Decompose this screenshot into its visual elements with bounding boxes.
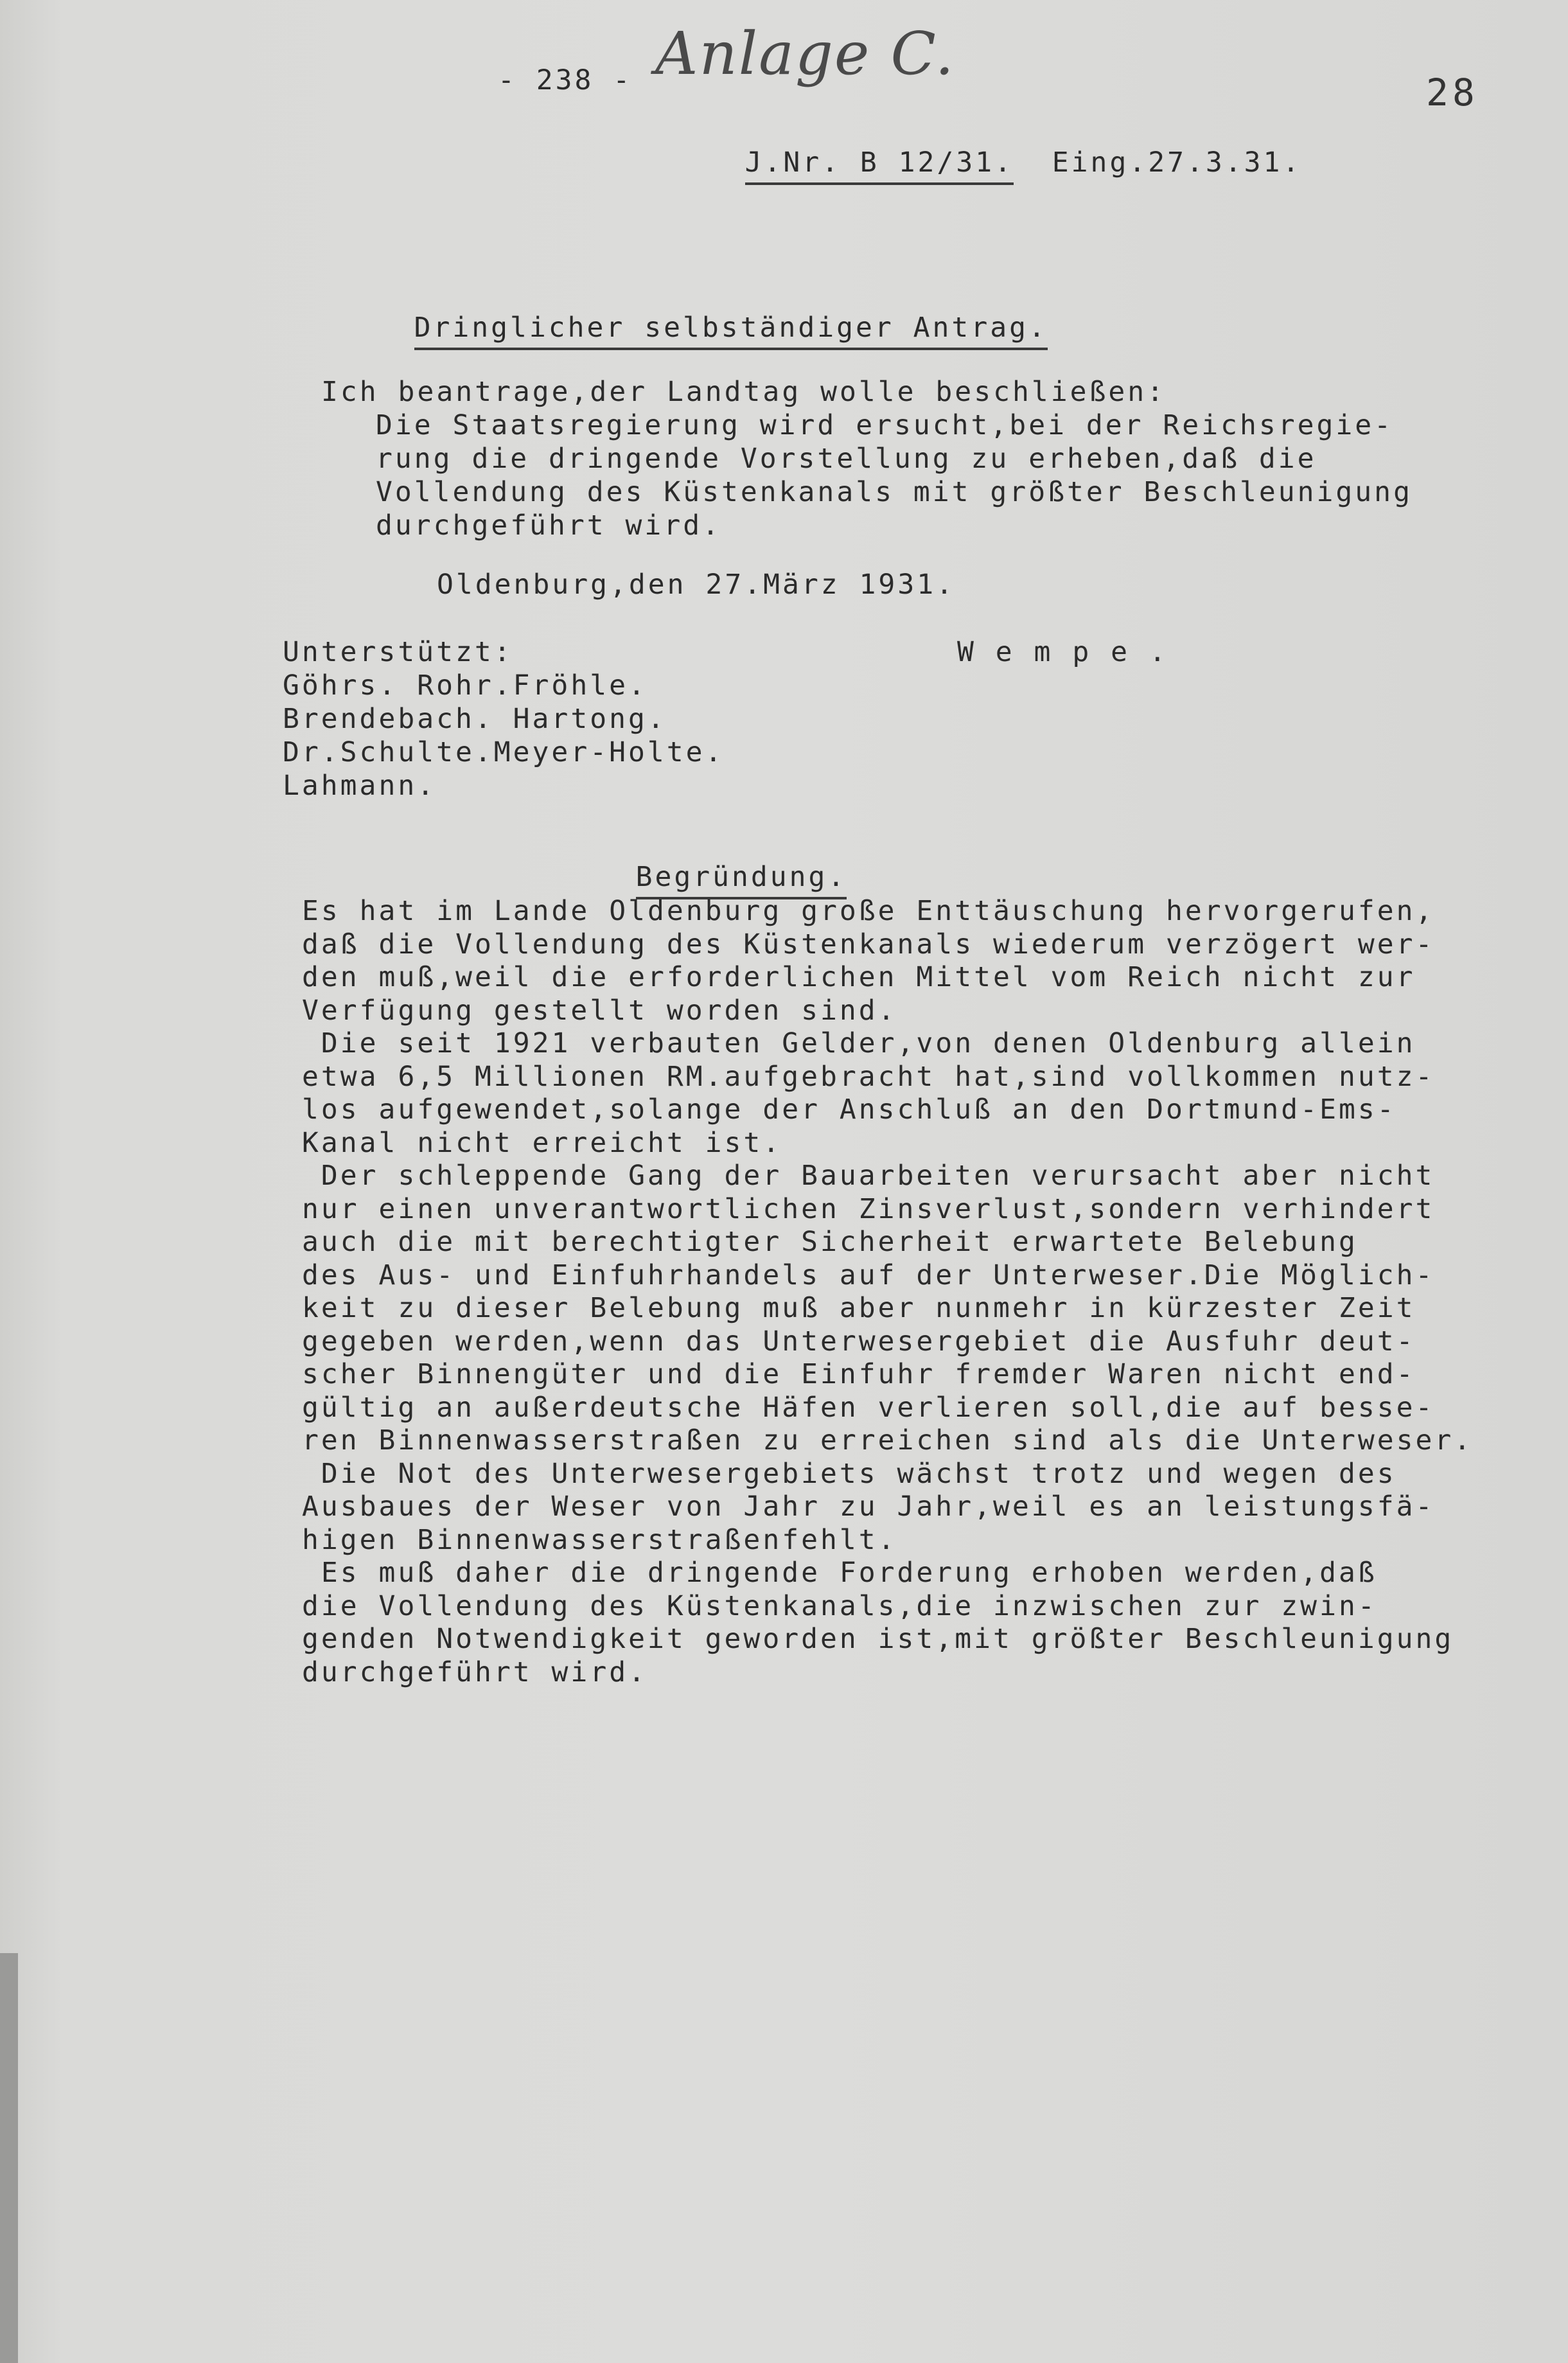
- journal-line: [668, 114, 1301, 211]
- justification-line: auch die mit berechtigter Sicherheit erwartete Belebung: [302, 1226, 1358, 1258]
- justification-line: Die seit 1921 verbauten Gelder,von denen Oldenburg allein: [302, 1027, 1416, 1059]
- motion-line: Die Staatsregierung wird ersucht,bei der Reichsregie-: [376, 409, 1394, 441]
- motion-intro: Ich beantrage,der Landtag wolle beschließen:: [321, 376, 1167, 408]
- justification-line: keit zu dieser Belebung muß aber nunmehr in kürzester Zeit: [302, 1292, 1416, 1324]
- justification-line: Es hat im Lande Oldenburg große Enttäuschung hervorgerufen,: [302, 895, 1435, 927]
- motion-line: rung die dringende Vorstellung zu erheben,daß die: [376, 443, 1317, 475]
- supporter-line: Lahmann.: [283, 770, 437, 802]
- justification-heading: Begründung.: [636, 861, 847, 899]
- supporters-label: Unterstützt:: [283, 636, 513, 668]
- justification-line: den muß,weil die erforderlichen Mittel vom Reich nicht zur: [302, 961, 1416, 993]
- justification-line: ren Binnenwasserstraßen zu erreichen sind als die Unterweser.: [302, 1424, 1474, 1456]
- page-number: 28: [1426, 71, 1479, 114]
- justification-line: Die Not des Unterwesergebiets wächst trotz und wegen des: [302, 1457, 1396, 1490]
- justification-line: nur einen unverantwortlichen Zinsverlust,sondern verhindert: [302, 1192, 1435, 1225]
- justification-line: des Aus- und Einfuhrhandels auf der Unterweser.Die Möglich-: [302, 1259, 1435, 1291]
- page-edge-shadow: [0, 1953, 18, 2363]
- justification-line: los aufgewendet,solange der Anschluß an den Dortmund-Ems-: [302, 1093, 1396, 1126]
- justification-line: scher Binnengüter und die Einfuhr fremder Waren nicht end-: [302, 1358, 1416, 1390]
- journal-number: J.Nr. B 12/31.: [745, 146, 1014, 185]
- supporter-line: Dr.Schulte.Meyer-Holte.: [283, 736, 725, 768]
- handwritten-annex-note: Anlage C.: [655, 19, 955, 88]
- place-date: Oldenburg,den 27.März 1931.: [437, 569, 955, 601]
- received-date: Eing.27.3.31.: [1052, 146, 1302, 179]
- supporter-line: Göhrs. Rohr.Fröhle.: [283, 669, 647, 702]
- motion-line: Vollendung des Küstenkanals mit größter Beschleunigung: [376, 476, 1413, 508]
- justification-line: daß die Vollendung des Küstenkanals wiederum verzögert wer-: [302, 928, 1435, 960]
- motion-line: durchgeführt wird.: [376, 509, 721, 542]
- page-ref: - 238 -: [498, 64, 633, 96]
- justification-line: higen Binnenwasserstraßenfehlt.: [302, 1523, 897, 1556]
- justification-line: durchgeführt wird.: [302, 1656, 647, 1688]
- justification-line: Kanal nicht erreicht ist.: [302, 1126, 782, 1159]
- supporter-line: Brendebach. Hartong.: [283, 703, 667, 735]
- justification-line: gültig an außerdeutsche Häfen verlieren soll,die auf besse-: [302, 1391, 1435, 1424]
- justification-line: genden Notwendigkeit geworden ist,mit größter Beschleunigung: [302, 1623, 1454, 1655]
- justification-line: Der schleppende Gang der Bauarbeiten verursacht aber nicht: [302, 1160, 1435, 1192]
- document-title: Dringlicher selbständiger Antrag.: [414, 312, 1048, 350]
- justification-line: Verfügung gestellt worden sind.: [302, 994, 897, 1027]
- justification-line: gegeben werden,wenn das Unterwesergebiet die Ausfuhr deut-: [302, 1325, 1416, 1358]
- justification-line: Es muß daher die dringende Forderung erhoben werden,daß: [302, 1557, 1377, 1589]
- signer-name: W e m p e .: [957, 636, 1168, 668]
- justification-line: etwa 6,5 Millionen RM.aufgebracht hat,sind vollkommen nutz-: [302, 1060, 1435, 1093]
- justification-line: die Vollendung des Küstenkanals,die inzwischen zur zwin-: [302, 1589, 1377, 1622]
- justification-line: Ausbaues der Weser von Jahr zu Jahr,weil es an leistungsfä-: [302, 1491, 1435, 1523]
- document-title-wrap: [337, 279, 1048, 376]
